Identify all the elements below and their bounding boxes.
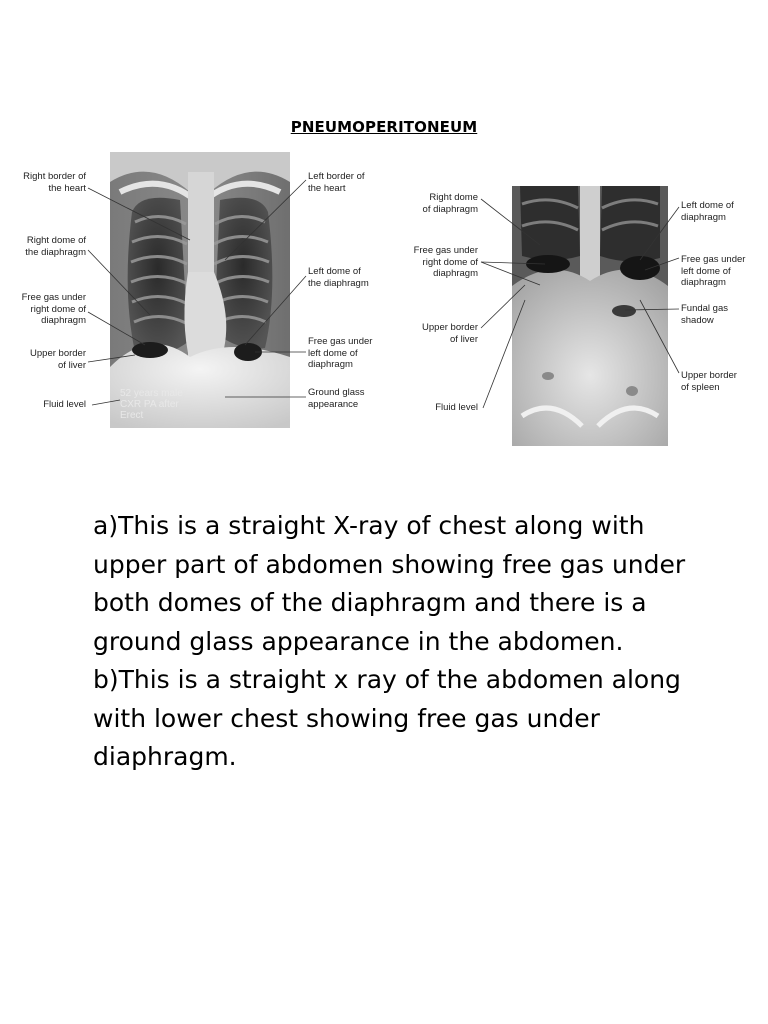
paragraph-b: b)This is a straight x ray of the abdomen along with lower chest showing free gas under diaphragm.	[93, 665, 681, 771]
abdomen-xray-image	[512, 186, 668, 446]
label-b-fluid-level: Fluid level	[435, 402, 478, 413]
label-upper-border-liver: Upper border of liver	[30, 348, 86, 371]
label-b-fundal-gas: Fundal gas shadow	[681, 303, 729, 326]
label-free-gas-right-dome: Free gas under right dome of diaphragm	[21, 292, 86, 326]
label-left-dome-diaphragm: Left dome of the diaphragm	[308, 266, 369, 289]
description-text	[93, 507, 693, 777]
label-ground-glass: Ground glass appearance	[308, 387, 365, 410]
page-title: PNEUMOPERITONEUM	[290, 118, 478, 136]
label-b-upper-border-spleen: Upper border of spleen	[681, 370, 737, 393]
label-b-right-dome: Right dome of diaphragm	[422, 192, 478, 215]
label-right-dome-diaphragm: Right dome of the diaphragm	[25, 235, 86, 258]
label-b-left-dome: Left dome of diaphragm	[681, 200, 734, 223]
label-right-border-heart: Right border of the heart	[23, 171, 86, 194]
label-fluid-level: Fluid level	[43, 399, 86, 410]
label-b-free-gas-right: Free gas under right dome of diaphragm	[413, 245, 478, 279]
paragraph-a: a)This is a straight X-ray of chest along with upper part of abdomen showing free gas under both domes of the diaphragm and there is a ground glass appearance in the abdomen.	[93, 511, 686, 656]
label-free-gas-left-dome: Free gas under left dome of diaphragm	[308, 336, 373, 370]
label-b-free-gas-left: Free gas under left dome of diaphragm	[681, 254, 746, 288]
abdomen-xray-illustration	[512, 186, 668, 446]
figure-abdomen-xray	[0, 0, 768, 460]
label-left-border-heart: Left border of the heart	[308, 171, 365, 194]
label-b-upper-border-liver: Upper border of liver	[422, 322, 478, 345]
film-caption-text: 52 years male CXR PA after Erect	[120, 388, 183, 421]
